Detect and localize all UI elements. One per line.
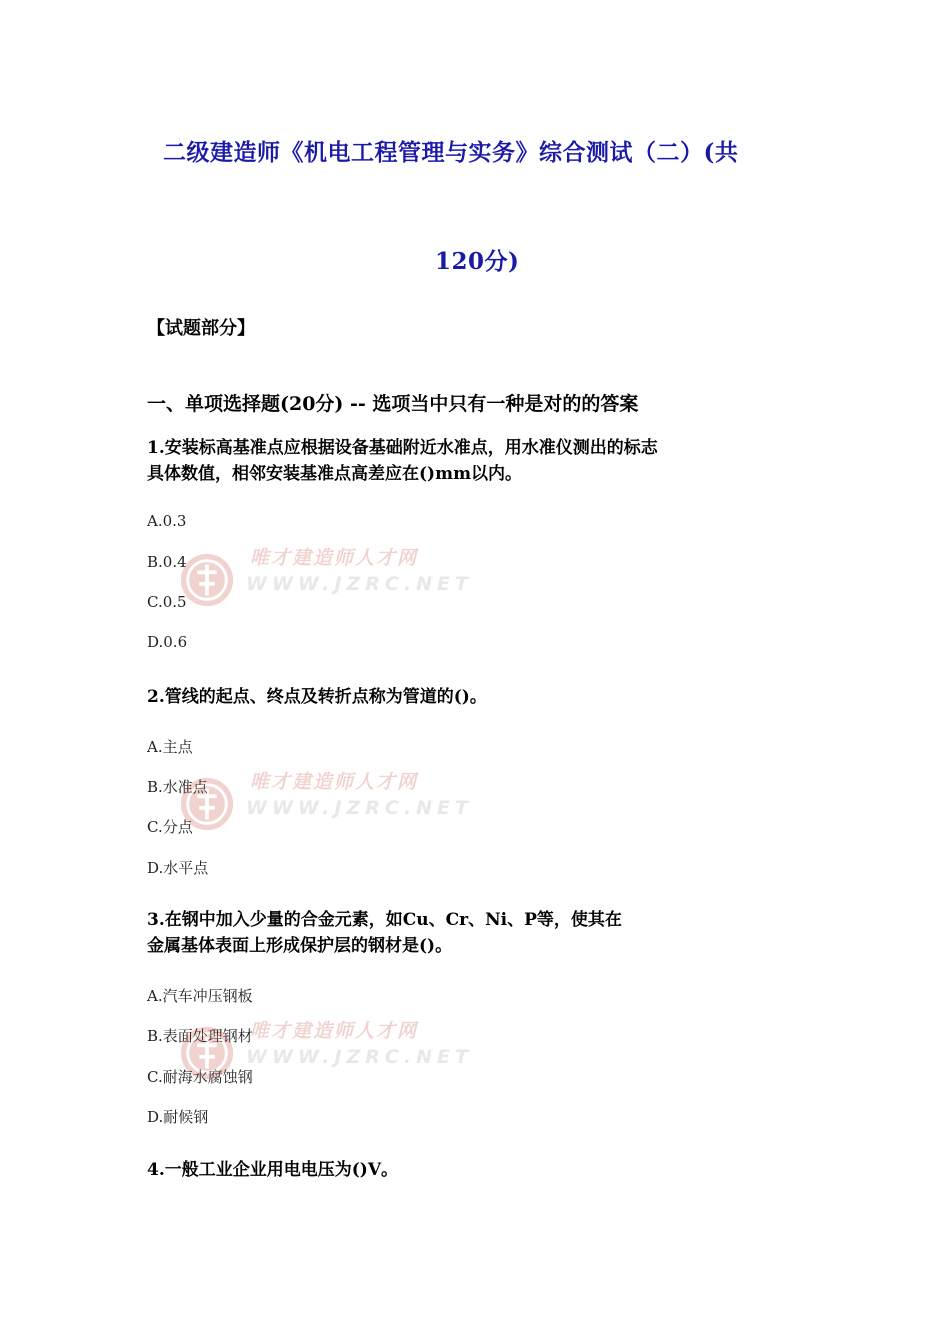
watermark-text-cn: 唯才建造师人才网 — [250, 771, 419, 793]
question-3-option-d: D.耐候钢 — [147, 1108, 209, 1126]
question-3-option-a: A.汽车冲压钢板 — [147, 987, 253, 1005]
watermark-text-en: WWW.JZRC.NET — [246, 1046, 473, 1068]
document-title-line2: 120分) — [435, 248, 520, 275]
question-2-option-b: B.水准点 — [147, 778, 208, 796]
question-1 — [147, 435, 658, 487]
question-1-line-2: 具体数值，相邻安装基准点高差应在()mm以内。 — [147, 464, 523, 484]
watermark-text-cn: 唯才建造师人才网 — [250, 547, 419, 569]
question-2-option-d: D.水平点 — [147, 859, 209, 877]
watermark-text-en: WWW.JZRC.NET — [246, 797, 473, 819]
question-1-option-a: A.0.3 — [147, 512, 187, 530]
question-2-option-a: A.主点 — [147, 738, 193, 756]
question-3-line-1: 3.在钢中加入少量的合金元素，如Cu、Cr、Ni、P等，使其在 — [147, 910, 622, 930]
watermark — [178, 543, 473, 613]
question-1-option-b: B.0.4 — [147, 553, 187, 571]
question-3-option-b: B.表面处理钢材 — [147, 1027, 253, 1045]
watermark-text-cn: 唯才建造师人才网 — [250, 1020, 419, 1042]
section-label: 【试题部分】 — [147, 318, 255, 339]
question-2-line-1: 2.管线的起点、终点及转折点称为管道的()。 — [147, 687, 487, 707]
question-3-option-c: C.耐海水腐蚀钢 — [147, 1068, 253, 1086]
question-1-option-d: D.0.6 — [147, 633, 188, 651]
question-4 — [147, 1157, 398, 1183]
watermark-seal-icon — [178, 551, 236, 609]
watermark-text-en: WWW.JZRC.NET — [246, 573, 473, 595]
question-1-option-c: C.0.5 — [147, 593, 187, 611]
question-4-line-1: 4.一般工业企业用电电压为()V。 — [147, 1160, 399, 1180]
question-3 — [147, 907, 622, 959]
question-2-option-c: C.分点 — [147, 818, 193, 836]
section-heading: 一、单项选择题(20分) -- 选项当中只有一种是对的的答案 — [147, 393, 639, 415]
question-3-line-2: 金属基体表面上形成保护层的钢材是()。 — [147, 936, 453, 956]
question-2 — [147, 684, 487, 710]
question-1-line-1: 1.安装标高基准点应根据设备基础附近水准点，用水准仪测出的标志 — [147, 438, 658, 458]
watermark — [178, 767, 473, 837]
document-title-line1: 二级建造师《机电工程管理与实务》综合测试（二）(共 — [163, 139, 739, 166]
